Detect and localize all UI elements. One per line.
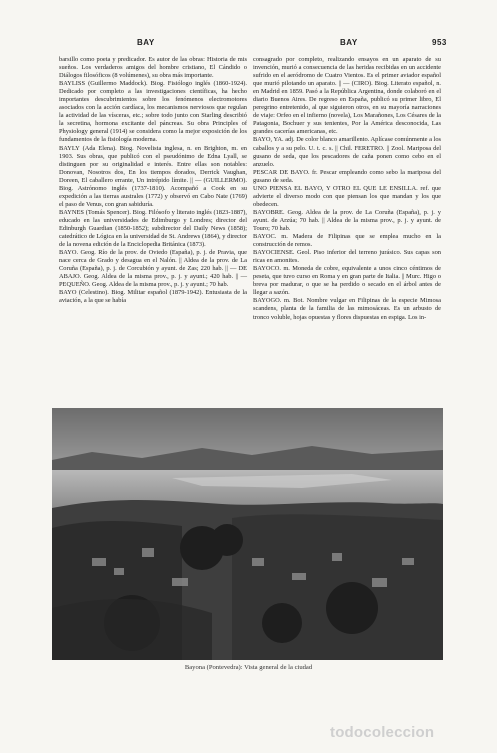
photo-illustration — [52, 408, 443, 660]
dictionary-entry: BAYNES (Tomás Spencer). Biog. Filósofo y literato inglés (1823-1887), educado en las universidades de Edimburgo y Londres; director del Edinburgh Guardian (1850-1852); subdirector del Daily News (1858); catedrático de Lógica en la universidad de St. Andrews (1864), y director de la novena edición de la Enciclopedia Británica (1873). — [59, 208, 247, 249]
dictionary-entry: BAYO, YA. adj. De color blanco amarillento. Aplícase comúnmente a los caballos y a su pelo. U. t. c. s. || Chil. FERETRO. || Zool. Mariposa del gusano de seda, que los pescadores de caña ponen como cebo en el anzuelo. — [253, 136, 442, 168]
dictionary-entry: BAYOGO. m. Bot. Nombre vulgar en Filipinas de la especie Mimosa scandens, planta de la familia de las mimosáceas. Es un arbusto de tronco voluble, hojas opuestas y flores dispuestas en espiga. Los in- — [253, 297, 441, 321]
running-head — [0, 38, 497, 52]
dictionary-entry: BAYOCO. m. Moneda de cobre, equivalente a unos cinco céntimos de peseta, que tuvo curso en Roma y en gran parte de Italia. || Murc. Higo o breva por madurar, o que se ha perdido o secado en el árbol antes de llegar a sazón. — [253, 265, 441, 297]
dictionary-entry: UNO PIENSA EL BAYO, Y OTRO EL QUE LE ENSILLA. ref. que advierte el diverso modo con que piensan los que mandan y los que obedecen. — [253, 184, 441, 208]
dictionary-entry: BAYO (Celestino). Biog. Militar español (1879-1942). Entusiasta de la aviación, a la que se había — [59, 289, 247, 305]
figure-caption: Bayona (Pontevedra): Vista general de la ciudad — [184, 664, 313, 671]
left-column — [59, 56, 247, 305]
dictionary-entry: BAYLISS (Guillermo Maddock). Biog. Fisiólogo inglés (1860-1924). Dedicado por completo a las investigaciones científicas, ha hecho importantes descubrimientos sobre los fenómenos electromotores asociados con la acción cardíaca, los mecanismos nerviosos que regulan la actividad de las vísceras, etc.; sobre todo junto con Starling describió la secretina, hormona excitante del páncreas. Su obra Principles of Physiology general (1914) se considera como la mejor exposición de los fundamentos de la fisiología moderna. — [59, 80, 247, 144]
dictionary-entry: consagrado por completo, realizando ensayos en un aparato de su invención, murió a consecuencia de las heridas recibidas en un accidente sufrido en el aeródromo de Cuatro Vientos. Es el primer aviador español que murió pilotando un aparato. || — (CIRO). Biog. Literato español, n. en Madrid en 1859. Pasó a la República Argentina, donde colaboró en el diario Buenos Aires. De regreso en España, publicó su primer libro, El peregrino entretenido, al que siguieron otros, en su mayoría narraciones de viaje: Orfeo en el infierno (novela), Los Marañones, Los Césares de la Patagonia, Bochuer y sus tenientes, Por la América desconocida, Las grandes cacerías americanas, etc. — [253, 56, 441, 136]
dictionary-entry: BAYOC. m. Madera de Filipinas que se emplea mucho en la construcción de remos. — [253, 233, 441, 249]
running-head-left: BAY — [137, 38, 155, 47]
running-head-right: BAY — [340, 38, 358, 47]
watermark-logo: todocoleccion — [330, 724, 435, 741]
dictionary-entry: BAYO. Geog. Río de la prov. de Oviedo (España), p. j. de Pravia, que nace cerca de Grado y desagua en el Nalón. || Aldea de la prov. de La Coruña (España), p. j. de Corcubión y ayunt. de Zas; 220 hab. || — DE ABAJO. Geog. Aldea de la misma prov., p. j. y ayunt.; 420 hab. || — PEQUEÑO. Geog. Aldea de la misma prov., p. j. y ayunt.; 70 hab. — [59, 249, 247, 289]
dictionary-entry: BAYOBRE. Geog. Aldea de la prov. de La Coruña (España), p. j. y ayunt. de Arzúa; 70 hab. || Aldea de la misma prov., p. j. y ayunt. de Touro; 70 hab. — [253, 208, 441, 232]
dictionary-entry: barsillo como poeta y predicador. Es autor de las obras: Historia de mis sueños. Los verdaderos amigos del hombre cristiano, El Cándido o Diálogos filosóficos (8 volúmenes), su obra más importante. — [59, 56, 247, 80]
dictionary-entry: PESCAR DE BAYO. fr. Pescar empleando como sebo la mariposa del gusano de seda. — [253, 168, 441, 184]
page-number: 953 — [432, 38, 447, 47]
dictionary-entry: BAYOCIENSE. Geol. Piso inferior del terreno jurásico. Sus capas son ricas en amonites. — [253, 249, 441, 265]
bayona-photograph — [52, 408, 443, 660]
right-column — [253, 56, 441, 322]
dictionary-entry: BAYLY (Ada Elena). Biog. Novelista inglesa, n. en Brighton, m. en 1903. Sus obras, que publicó con el pseudónimo de Edna Lyall, se distinguen por su originalidad e interés. Entre ellas son notables: Donovan, Nosotros dos, En los tiempos dorados, Derrick Vaughan, Doreen, El caballero errante, Un intrépido límite. || — (GUILLERMO). Biog. Astrónomo inglés (1737-1810). Acompañó a Cook en su expedición a las tierras australes (1772) y observó en Cabo Nate (1769) el paso de Venus, con gran sabiduría. — [59, 144, 247, 208]
